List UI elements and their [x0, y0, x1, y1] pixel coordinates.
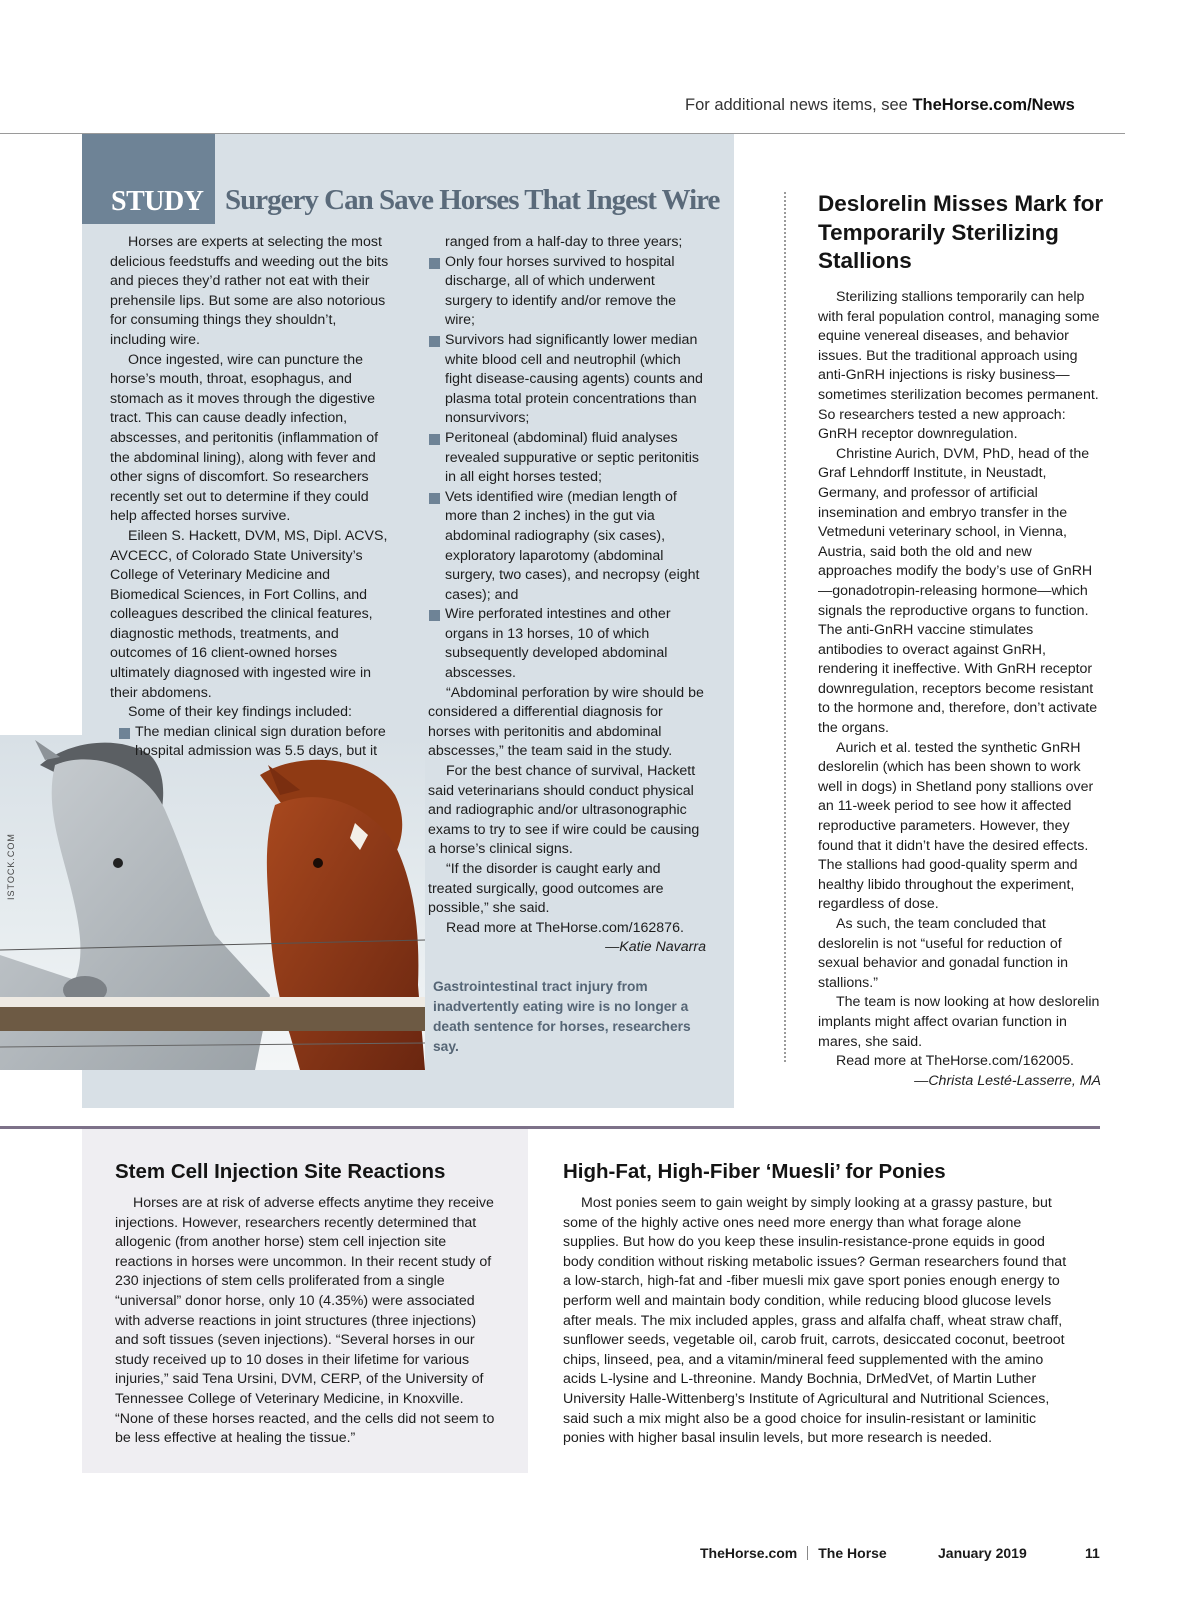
study-bullet: Survivors had significantly lower median white blood cell and neutrophil (which fight disease-causing agents) counts and plasma total protein concentrations than nonsurvivors;: [428, 331, 706, 429]
study-paragraph: Eileen S. Hackett, DVM, MS, Dipl. ACVS, AVCECC, of Colorado State University’s College of Veterinary Medicine and Biomedical Sciences, in Fort Collins, and colleagues described the clinical features, diagnostic methods, treatments, and outcomes of 16 client-owned horses ultimately diagnosed with ingested wire in their abdomens.: [110, 527, 388, 701]
study-bullet: Peritoneal (abdominal) fluid analyses revealed suppurative or septic peritonitis in all eight horses tested;: [428, 429, 706, 488]
stem-cell-paragraph: Horses are at risk of adverse effects anytime they receive injections. However, researchers recently determined that allogenic (from another horse) stem cell injection site reactions in horses were uncommon. In their recent study of 230 injections of stem cells proliferated from a single “universal” donor horse, only 10 (4.35%) were associated with adverse reactions in joint structures (three injections) and soft tissues (seven injections). “Several horses in our study received up to 10 doses in their lifetime for various injuries,” said Tena Ursini, DVM, CERP, of the University of Tennessee College of Veterinary Medicine, in Knoxville. “None of these horses reacted, and the cells did not seem to be less effective at healing the tissue.”: [115, 1195, 495, 1447]
grey-pony-eye: [113, 858, 123, 868]
photo-caption: Gastrointestinal tract injury from inadvertently eating wire is no longer a death sentence for horses, researchers say.: [433, 979, 691, 1054]
study-bullet: Wire perforated intestines and other organs in 13 horses, 10 of which subsequently developed abdominal abscesses.: [428, 605, 706, 683]
study-paragraph: Some of their key findings included:: [128, 704, 352, 721]
stem-cell-body: [115, 1194, 503, 1449]
study-column-1: [110, 233, 393, 762]
study-paragraph: For the best chance of survival, Hackett said veterinarians should conduct physical and radiographic and/or ultrasonographic exams to try to see if wire could be causing a horse’s clinical signs.: [428, 763, 700, 858]
study-title: Surgery Can Save Horses That Ingest Wire: [225, 184, 720, 216]
deslorelin-paragraph: Aurich et al. tested the synthetic GnRH deslorelin (which has been shown to work well in dogs) in Shetland pony stallions over an 11-week period to see how it affected reproductive parameters. However, they found that it didn’t have the desired effects. The stallions had good-quality sperm and healthy libido throughout the experiment, regardless of dose.: [818, 739, 1094, 913]
red-pony-eye: [313, 858, 323, 868]
footer-publication: [700, 1545, 887, 1561]
footer-issue: January 2019: [938, 1545, 1027, 1561]
column-divider: [784, 192, 786, 1062]
header-line: [685, 96, 1075, 115]
study-paragraph: Horses are experts at selecting the most delicious feedstuffs and weeding out the bits and pieces they’d rather not eat with their prehensile lips. But some are also notorious for consuming things they shouldn’t, including wire.: [110, 234, 389, 348]
muesli-paragraph: Most ponies seem to gain weight by simply looking at a grassy pasture, but some of the highly active ones need more energy than what forage alone supplies. But how do you keep these insulin-resistance-prone equids in good body condition without risking metabolic issues? German researchers found that a low-starch, high-fat and -fiber muesli mix gave sport ponies enough energy to perform well and maintain body condition, while reducing blood glucose levels after meals. The mix included apples, grass and alfalfa chaff, wheat straw chaff, sunflower seeds, vegetable oil, carob fruit, carrots, desiccated coconut, beetroot chips, linseed, pea, and a vitamin/mineral feed supplemented with the amino acids L-lysine and L-threonine. Mandy Bochnia, DrMedVet, of Martin Luther University Halle-Wittenberg’s Institute of Agricultural and Nutritional Sciences, said such a mix might also be a good choice for insulin-resistant or laminitic ponies with higher basal insulin levels, but more research is needed.: [563, 1195, 1067, 1447]
header-prefix: For additional news items, see: [685, 96, 908, 114]
footer-magazine: The Horse: [818, 1545, 887, 1561]
deslorelin-paragraph: Sterilizing stallions temporarily can help with feral population control, managing some equine venereal diseases, and behavior issues. But the traditional approach using anti-GnRH injections is risky business—sometimes sterilization becomes permanent. So researchers tested a new approach: GnRH receptor downregulation.: [818, 289, 1100, 443]
study-paragraph: “If the disorder is caught early and treated surgically, good outcomes are possible,” she said.: [428, 861, 664, 917]
study-paragraph: Once ingested, wire can puncture the horse’s mouth, throat, esophagus, and stomach as it moves through the digestive tract. This can cause deadly infection, abscesses, and peritonitis (inflammation of the abdominal lining), along with fever and other signs of discomfort. So researchers recently set out to determine if they could help affected horses survive.: [110, 351, 379, 525]
study-bullet: The median clinical sign duration before hospital admission was 5.5 days, but it: [118, 723, 393, 762]
photo-credit: ISTOCK.COM: [6, 833, 16, 900]
study-bullet: Vets identified wire (median length of more than 2 inches) in the gut via abdominal radiography (six cases), exploratory laparotomy (abdominal surgery, two cases), and necropsy (eight cases); and: [428, 488, 706, 606]
muesli-title: High-Fat, High-Fiber ‘Muesli’ for Ponies: [563, 1160, 946, 1183]
study-column-2: [428, 233, 706, 958]
deslorelin-paragraph: As such, the team concluded that deslorelin is not “useful for reduction of sexual behavior and gonadal function in stallions.”: [818, 916, 1069, 991]
deslorelin-paragraph: Christine Aurich, DVM, PhD, head of the Graf Lehndorff Institute, in Neustadt, Germany, and professor of artificial insemination and embryo transfer in the Vetmeduni veterinary school, in Vienna, Austria, said both the old and new approaches modify the body’s use of GnRH—gonadotropin-releasing hormone—which signals the reproductive organs to function. The anti-GnRH vaccine stimulates antibodies to overact against GnRH, rendering it ineffective. With GnRH receptor downregulation, receptors become resistant to the hormone and, therefore, don’t activate the organs.: [818, 445, 1098, 737]
fence-rail-snow: [0, 997, 425, 1007]
footer-separator: [807, 1546, 808, 1560]
muesli-body: [563, 1194, 1073, 1449]
deslorelin-read-more: Read more at TheHorse.com/162005.: [836, 1053, 1074, 1070]
study-quote: “Abdominal perforation by wire should be considered a differential diagnosis for horses with peritonitis and abdominal abscesses,” the team said in the study.: [428, 684, 704, 760]
page-number: 11: [1085, 1545, 1100, 1561]
study-byline: —Katie Navarra: [605, 939, 706, 956]
horses-photo: [0, 735, 425, 1070]
deslorelin-body: [818, 288, 1101, 1091]
deslorelin-byline: —Christa Lesté-Lasserre, MA: [914, 1072, 1101, 1089]
deslorelin-paragraph: The team is now looking at how deslorelin implants might affect ovarian function in mares, she said.: [818, 994, 1100, 1050]
fence-rail: [0, 1003, 425, 1031]
study-tag: STUDY: [111, 186, 204, 217]
study-read-more: Read more at TheHorse.com/162876.: [446, 919, 684, 936]
study-bullet: Only four horses survived to hospital discharge, all of which underwent surgery to identify and/or remove the wire;: [428, 253, 706, 331]
study-bullet-continuation: ranged from a half-day to three years;: [445, 234, 683, 250]
header-link[interactable]: TheHorse.com/News: [912, 96, 1075, 114]
stem-cell-title: Stem Cell Injection Site Reactions: [115, 1160, 446, 1183]
footer-site[interactable]: TheHorse.com: [700, 1545, 798, 1561]
deslorelin-title: Deslorelin Misses Mark for Temporarily Sterilizing Stallions: [818, 191, 1104, 273]
